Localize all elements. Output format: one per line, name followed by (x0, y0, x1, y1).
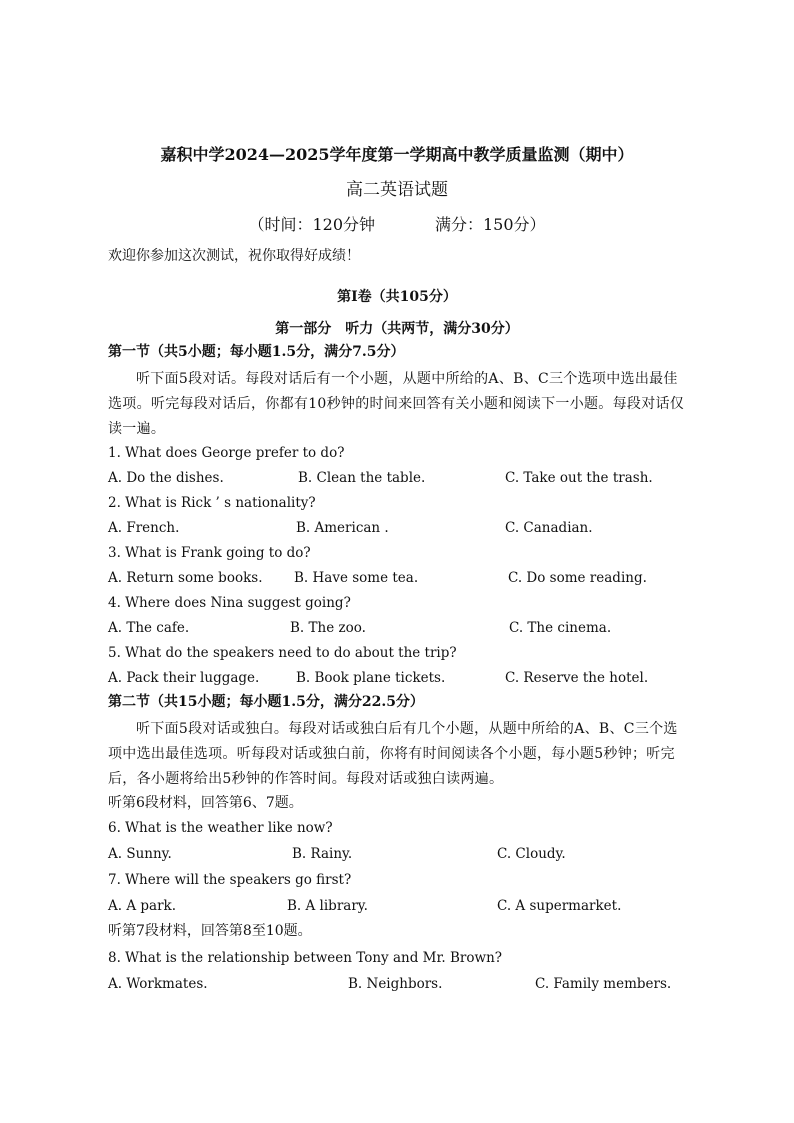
exam-score: 满分：150分） (435, 215, 546, 234)
q2-option-b: B. American . (296, 520, 389, 536)
q4-option-a: A. The cafe. (108, 620, 190, 636)
q6-option-b: B. Rainy. (292, 846, 353, 862)
q7-option-b: B. A library. (287, 898, 368, 914)
q7-option-a: A. A park. (108, 898, 176, 914)
q2-option-c: C. Canadian. (505, 520, 593, 536)
q1-option-c: C. Take out the trash. (505, 470, 653, 486)
question-5: 5. What do the speakers need to do about the trip? (108, 645, 457, 661)
q5-option-b: B. Book plane tickets. (296, 670, 446, 686)
q1-option-b: B. Clean the table. (298, 470, 426, 486)
q3-option-a: A. Return some books. (108, 570, 263, 586)
section2-instructions: 听下面5段对话或独白。每段对话或独白后有几个小题，从题中所给的A、B、C三个选项中选出最佳选项。听每段对话或独白前，你将有时间阅读各个小题，每小题5秒钟；听完后，各小题将给出5秒钟的作答时间。每段对话或独白读两遍。 (108, 721, 678, 787)
question-1: 1. What does George prefer to do? (108, 445, 345, 461)
q5-option-c: C. Reserve the hotel. (505, 670, 649, 686)
exam-title: 嘉积中学2024—2025学年度第一学期高中教学质量监测（期中） (160, 145, 634, 164)
question-3: 3. What is Frank going to do? (108, 545, 311, 561)
q6-option-c: C. Cloudy. (497, 846, 566, 862)
q8-option-b: B. Neighbors. (348, 976, 443, 992)
q3-option-c: C. Do some reading. (508, 570, 647, 586)
question-4: 4. Where does Nina suggest going? (108, 595, 351, 611)
q5-option-a: A. Pack their luggage. (108, 670, 260, 686)
material-6-note: 听第6段材料，回答第6、7题。 (108, 795, 303, 811)
question-6: 6. What is the weather like now? (108, 820, 333, 836)
section2-heading: 第二节（共15小题；每小题1.5分，满分22.5分） (108, 694, 424, 710)
material-7-note: 听第7段材料，回答第8至10题。 (108, 923, 312, 939)
exam-time: （时间：120分钟 (248, 215, 375, 234)
q8-option-a: A. Workmates. (108, 976, 208, 992)
q4-option-c: C. The cinema. (509, 620, 612, 636)
section1-heading: 第一节（共5小题；每小题1.5分，满分7.5分） (108, 344, 405, 360)
q2-option-a: A. French. (108, 520, 180, 536)
greeting: 欢迎你参加这次测试，祝你取得好成绩！ (108, 248, 360, 264)
question-8: 8. What is the relationship between Tony and Mr. Brown? (108, 950, 503, 966)
q8-option-c: C. Family members. (535, 976, 672, 992)
section1-instructions: 听下面5段对话。每段对话后有一个小题，从题中所给的A、B、C三个选项中选出最佳选项。听完每段对话后，你都有10秒钟的时间来回答有关小题和阅读下一小题。每段对话仅读一遍。 (108, 371, 685, 437)
q3-option-b: B. Have some tea. (294, 570, 419, 586)
exam-time-score (0, 212, 794, 235)
q4-option-b: B. The zoo. (290, 620, 366, 636)
exam-subtitle: 高二英语试题 (346, 180, 448, 200)
question-7: 7. Where will the speakers go first? (108, 872, 352, 888)
q6-option-a: A. Sunny. (108, 846, 172, 862)
q7-option-c: C. A supermarket. (497, 898, 622, 914)
question-2: 2. What is Rick ’ s nationality? (108, 495, 316, 511)
part-heading: 第一部分 听力（共两节，满分30分） (275, 321, 519, 337)
volume-heading: 第Ⅰ卷（共105分） (337, 289, 457, 305)
q1-option-a: A. Do the dishes. (108, 470, 224, 486)
